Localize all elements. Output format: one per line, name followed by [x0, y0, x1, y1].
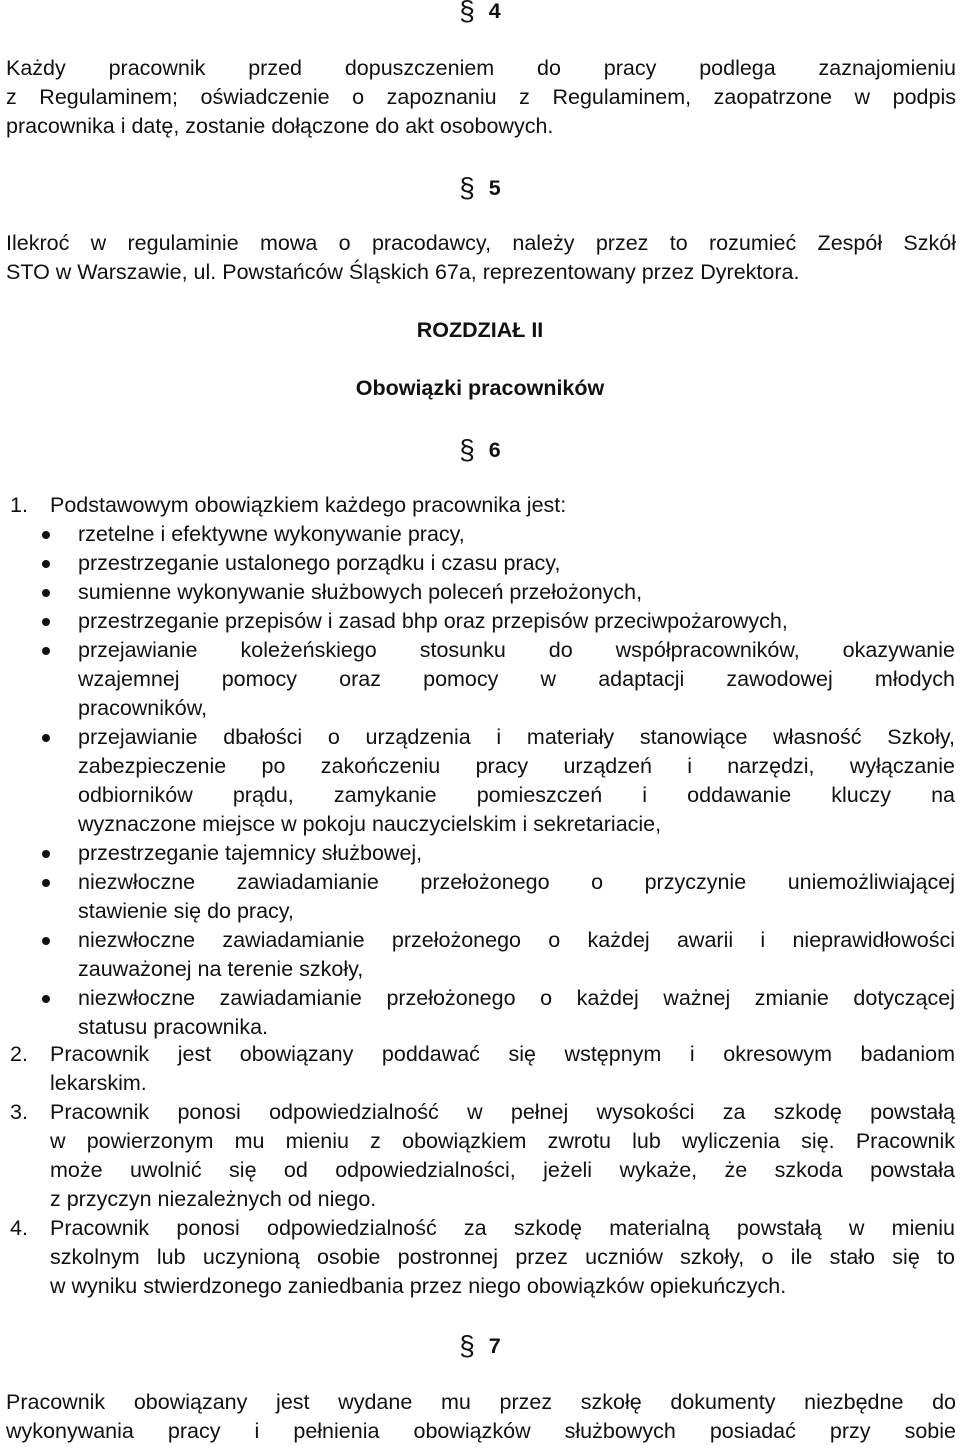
bullet-item-line: odbiorników prądu, zamykanie pomieszczeń i oddawanie kluczy na [78, 783, 955, 807]
item-number: 4. [10, 1216, 28, 1240]
item-text-line: w powierzonym mu mieniu z obowiązkiem zwrotu lub wyliczenia się. Pracownik [50, 1129, 955, 1153]
bullet-item-line: przejawianie dbałości o urządzenia i materiały stanowiące własność Szkoły, [78, 725, 955, 749]
section-number: 7 [488, 1334, 501, 1358]
section-symbol: § [459, 0, 475, 26]
section-symbol: § [459, 1330, 475, 1361]
section-5-heading [0, 171, 960, 203]
bullet-item-line: niezwłoczne zawiadamianie przełożonego o każdej awarii i nieprawidłowości [78, 928, 955, 952]
paragraph-line: Pracownik obowiązany jest wydane mu przez szkołę dokumenty niezbędne do [6, 1390, 956, 1414]
bullet-icon [42, 531, 50, 539]
bullet-icon [42, 850, 50, 858]
section-6-heading [0, 433, 960, 465]
bullet-item-line: zabezpieczenie po zakończeniu pracy urządzeń i narzędzi, wyłączanie [78, 754, 955, 778]
bullet-icon [42, 734, 50, 742]
item-text-line: z przyczyn niezależnych od niego. [50, 1187, 377, 1211]
section-4-heading [0, 0, 960, 26]
bullet-item-line: niezwłoczne zawiadamianie przełożonego o przyczynie uniemożliwiającej [78, 870, 955, 894]
chapter-subtitle: Obowiązki pracowników [355, 376, 605, 400]
item-text-line: Pracownik ponosi odpowiedzialność za szkodę materialną powstałą w mieniu [50, 1216, 955, 1240]
bullet-item-line: przestrzeganie przepisów i zasad bhp oraz przepisów przeciwpożarowych, [78, 609, 788, 633]
section-symbol: § [459, 172, 475, 203]
item-text: Podstawowym obowiązkiem każdego pracownika jest: [50, 493, 567, 517]
item-text-line: Pracownik ponosi odpowiedzialność w pełnej wysokości za szkodę powstałą [50, 1100, 955, 1124]
bullet-icon [42, 618, 50, 626]
bullet-item-line: pracowników, [78, 696, 208, 720]
paragraph-line: STO w Warszawie, ul. Powstańców Śląskich 67a, reprezentowany przez Dyrektora. [6, 260, 800, 284]
bullet-item-line: przestrzeganie tajemnicy służbowej, [78, 841, 423, 865]
paragraph-line: pracownika i datę, zostanie dołączone do akt osobowych. [6, 114, 554, 138]
item-text-line: lekarskim. [50, 1071, 147, 1095]
bullet-icon [42, 589, 50, 597]
section-symbol: § [459, 434, 475, 465]
item-text-line: w wyniku stwierdzonego zaniedbania przez niego obowiązków opiekuńczych. [50, 1274, 787, 1298]
bullet-icon [42, 937, 50, 945]
bullet-item-line: rzetelne i efektywne wykonywanie pracy, [78, 522, 465, 546]
section-number: 4 [488, 0, 501, 23]
bullet-item-line: wzajemnej pomocy oraz pomocy w adaptacji zawodowej młodych [78, 667, 955, 691]
item-number: 1. [10, 493, 28, 517]
item-number: 2. [10, 1042, 28, 1066]
bullet-item-line: niezwłoczne zawiadamianie przełożonego o każdej ważnej zmianie dotyczącej [78, 986, 955, 1010]
item-text-line: może uwolnić się od odpowiedzialności, jeżeli wykaże, że szkoda powstała [50, 1158, 955, 1182]
bullet-item-line: wyznaczone miejsce w pokoju nauczycielskim i sekretariacie, [78, 812, 662, 836]
paragraph-line: Każdy pracownik przed dopuszczeniem do pracy podlega zaznajomieniu [6, 56, 956, 80]
bullet-item-line: stawienie się do pracy, [78, 899, 294, 923]
bullet-item-line: przejawianie koleżeńskiego stosunku do współpracowników, okazywanie [78, 638, 955, 662]
bullet-item-line: statusu pracownika. [78, 1015, 269, 1039]
bullet-item-line: zauważonej na terenie szkoły, [78, 957, 364, 981]
item-text-line: Pracownik jest obowiązany poddawać się wstępnym i okresowym badaniom [50, 1042, 955, 1066]
bullet-icon [42, 995, 50, 1003]
item-text-line: szkolnym lub uczynioną osobie postronnej przez uczniów szkoły, o ile stało się to [50, 1245, 955, 1269]
bullet-icon [42, 560, 50, 568]
bullet-icon [42, 647, 50, 655]
item-number: 3. [10, 1100, 28, 1124]
bullet-icon [42, 879, 50, 887]
bullet-item-line: przestrzeganie ustalonego porządku i czasu pracy, [78, 551, 561, 575]
paragraph-line: wykonywania pracy i pełnienia obowiązków służbowych posiadać przy sobie [6, 1419, 956, 1443]
bullet-item-line: sumienne wykonywanie służbowych poleceń przełożonych, [78, 580, 643, 604]
section-number: 6 [488, 438, 501, 462]
paragraph-line: Ilekroć w regulaminie mowa o pracodawcy, należy przez to rozumieć Zespół Szkół [6, 231, 956, 255]
section-7-heading [0, 1329, 960, 1361]
chapter-title: ROZDZIAŁ II [416, 318, 544, 342]
paragraph-line: z Regulaminem; oświadczenie o zapoznaniu z Regulaminem, zaopatrzone w podpis [6, 85, 956, 109]
section-number: 5 [488, 176, 501, 200]
